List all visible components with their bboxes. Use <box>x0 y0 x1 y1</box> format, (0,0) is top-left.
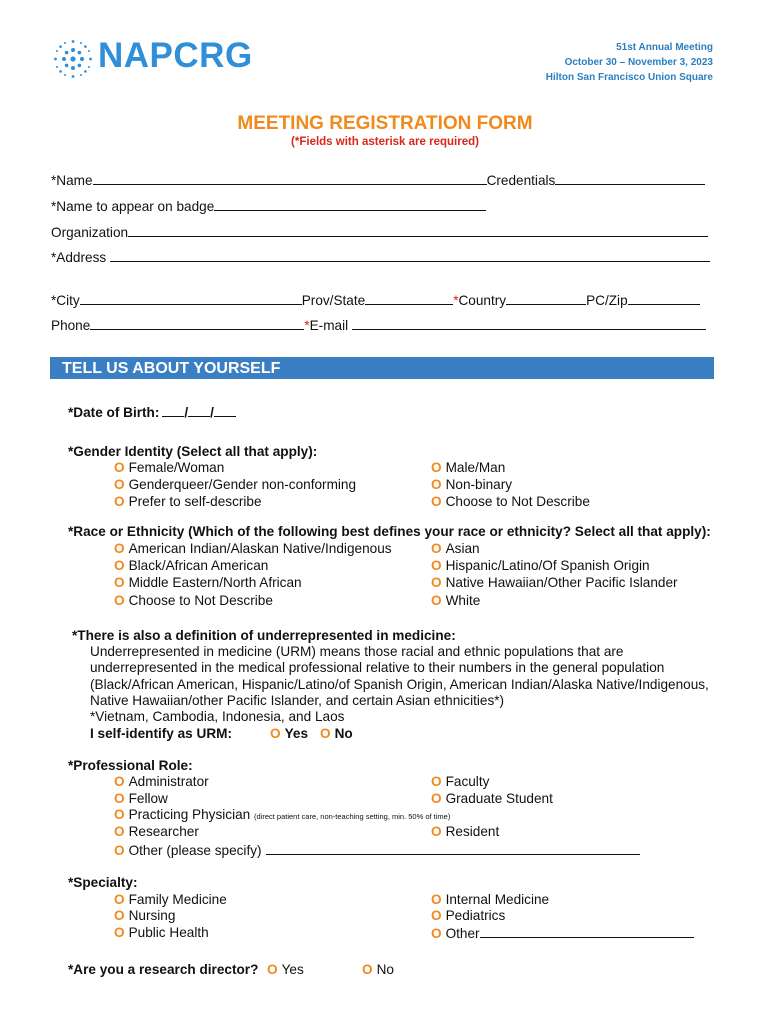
urm-label: *There is also a definition of underrepresented in medicine: <box>72 628 456 643</box>
city-field[interactable] <box>80 291 302 305</box>
radio-icon[interactable]: O <box>114 541 125 556</box>
option-label: Genderqueer/Gender non-conforming <box>128 477 357 492</box>
role-option[interactable] <box>114 773 209 790</box>
address-label: Address <box>56 250 107 265</box>
option-label: Choose to Not Describe <box>128 593 273 608</box>
section-banner <box>50 357 714 379</box>
race-option[interactable] <box>114 574 302 591</box>
specialty-option[interactable] <box>114 891 227 908</box>
radio-icon[interactable]: O <box>431 541 442 556</box>
radio-icon[interactable]: O <box>267 962 278 977</box>
gender-label: *Gender Identity (Select all that apply): <box>68 444 318 459</box>
radio-icon[interactable]: O <box>362 962 373 977</box>
radio-icon[interactable]: O <box>114 593 125 608</box>
race-option[interactable] <box>114 592 273 609</box>
role-option[interactable] <box>431 823 499 840</box>
option-label: Nursing <box>128 908 176 923</box>
option-label: Native Hawaiian/Other Pacific Islander <box>445 575 678 590</box>
radio-icon[interactable]: O <box>431 593 442 608</box>
gender-option[interactable] <box>431 493 590 510</box>
phone-row <box>51 316 706 334</box>
pc-label: PC/Zip <box>586 293 628 308</box>
gender-option[interactable] <box>114 459 224 476</box>
phone-field[interactable] <box>90 316 304 330</box>
pc-field[interactable] <box>628 291 700 305</box>
dob-slash: / <box>184 405 189 420</box>
option-label: Asian <box>445 541 480 556</box>
radio-icon[interactable]: O <box>431 494 442 509</box>
option-label: Graduate Student <box>445 791 553 806</box>
asterisk: * <box>51 199 57 214</box>
radio-icon[interactable]: O <box>114 791 125 806</box>
prov-field[interactable] <box>365 291 453 305</box>
prov-label: Prov/State <box>301 293 366 308</box>
option-label: Faculty <box>445 774 490 789</box>
email-label: E-mail <box>309 318 349 333</box>
specialty-option[interactable] <box>114 907 175 924</box>
country-field[interactable] <box>506 291 586 305</box>
radio-icon[interactable]: O <box>114 575 125 590</box>
address-row <box>51 248 710 266</box>
meeting-venue: Hilton San Francisco Union Square <box>545 72 713 83</box>
city-label: City <box>56 293 80 308</box>
option-label: Other <box>445 926 480 941</box>
name-label: Name <box>56 173 93 188</box>
radio-icon[interactable]: O <box>431 791 442 806</box>
option-label: Administrator <box>128 774 209 789</box>
urm-self-identify-label: I self-identify as URM: <box>90 726 232 741</box>
asterisk: * <box>51 293 57 308</box>
option-label: Other (please specify) <box>128 843 262 858</box>
radio-icon[interactable]: O <box>320 726 331 741</box>
organization-field[interactable] <box>128 223 708 237</box>
radio-icon[interactable]: O <box>114 807 125 822</box>
organization-label: Organization <box>51 225 129 240</box>
research-director-yes[interactable] <box>267 961 304 978</box>
role-other-field[interactable] <box>266 841 640 855</box>
radio-icon[interactable]: O <box>431 892 442 907</box>
country-label: Country <box>458 293 507 308</box>
radio-icon[interactable]: O <box>431 926 442 941</box>
urm-yes-option[interactable] <box>270 725 308 742</box>
dob-day-field[interactable] <box>188 403 210 417</box>
radio-icon[interactable]: O <box>114 843 125 858</box>
dob-year-field[interactable] <box>214 403 236 417</box>
option-label: Male/Man <box>445 460 506 475</box>
urm-text-line: *Vietnam, Cambodia, Indonesia, and Laos <box>90 709 345 724</box>
option-label: Pediatrics <box>445 908 506 923</box>
option-label: Public Health <box>128 925 209 940</box>
radio-icon[interactable]: O <box>114 460 125 475</box>
radio-icon[interactable]: O <box>431 824 442 839</box>
gender-option[interactable] <box>114 493 262 510</box>
option-label: Resident <box>445 824 500 839</box>
city-row <box>51 291 700 309</box>
badge-row <box>51 197 486 215</box>
option-label: Yes <box>281 962 304 977</box>
practicing-note: (direct patient care, non-teaching setting, min. 50% of time) <box>254 812 451 821</box>
option-label: No <box>376 962 394 977</box>
asterisk: * <box>304 318 310 333</box>
radio-icon[interactable]: O <box>114 494 125 509</box>
dob-row <box>68 403 236 421</box>
option-label: Practicing Physician <box>128 807 251 822</box>
radio-icon[interactable]: O <box>114 908 125 923</box>
gender-option[interactable] <box>114 476 356 493</box>
organization-row <box>51 223 708 241</box>
option-label: Non-binary <box>445 477 513 492</box>
role-option[interactable] <box>114 790 168 807</box>
option-label: Choose to Not Describe <box>445 494 590 509</box>
option-label: Prefer to self-describe <box>128 494 262 509</box>
phone-label: Phone <box>51 318 91 333</box>
radio-icon[interactable]: O <box>431 908 442 923</box>
role-option[interactable] <box>431 790 553 807</box>
race-option[interactable] <box>431 574 678 591</box>
race-option[interactable] <box>431 592 480 609</box>
dob-month-field[interactable] <box>162 403 184 417</box>
logo-wordmark: NAPCRG <box>98 36 253 75</box>
urm-text-line: Native Hawaiian/other Pacific Islander, and certain Asian ethnicities*) <box>90 693 505 708</box>
urm-no-option[interactable] <box>320 725 353 742</box>
asterisk: * <box>51 250 57 265</box>
radio-icon[interactable]: O <box>114 925 125 940</box>
name-row <box>51 171 705 189</box>
radio-icon[interactable]: O <box>431 477 442 492</box>
name-field[interactable] <box>93 171 487 185</box>
option-label: Female/Woman <box>128 460 225 475</box>
role-option[interactable] <box>114 823 199 840</box>
option-label: No <box>334 726 353 741</box>
specialty-option[interactable] <box>431 924 694 942</box>
radio-icon[interactable]: O <box>114 477 125 492</box>
race-option[interactable] <box>114 540 392 557</box>
radio-icon[interactable]: O <box>114 892 125 907</box>
specialty-option[interactable] <box>114 924 209 941</box>
asterisk: * <box>453 293 459 308</box>
radio-icon[interactable]: O <box>431 575 442 590</box>
urm-text-line: underrepresented in the medical professional relative to their numbers in the general population <box>90 660 665 675</box>
asterisk: * <box>51 173 57 188</box>
dob-label: *Date of Birth: <box>68 405 160 420</box>
option-label: Internal Medicine <box>445 892 550 907</box>
email-field[interactable] <box>352 316 706 330</box>
race-option[interactable] <box>114 557 268 574</box>
radio-icon[interactable]: O <box>270 726 281 741</box>
radio-icon[interactable]: O <box>114 558 125 573</box>
option-label: American Indian/Alaskan Native/Indigenous <box>128 541 392 556</box>
radio-icon[interactable]: O <box>431 774 442 789</box>
option-label: Black/African American <box>128 558 269 573</box>
address-field[interactable] <box>110 248 710 262</box>
radio-icon[interactable]: O <box>431 460 442 475</box>
option-label: Yes <box>284 726 309 741</box>
badge-name-field[interactable] <box>214 197 486 211</box>
radio-icon[interactable]: O <box>114 774 125 789</box>
role-option[interactable] <box>431 773 489 790</box>
napcrg-logo <box>52 38 94 80</box>
race-option[interactable] <box>431 557 650 574</box>
race-option[interactable] <box>431 540 480 557</box>
option-label: White <box>445 593 481 608</box>
form-title: MEETING REGISTRATION FORM <box>237 113 533 134</box>
specialty-option[interactable] <box>431 891 549 908</box>
credentials-label: Credentials <box>486 173 556 188</box>
research-director-label: *Are you a research director? <box>68 962 259 977</box>
option-label: Middle Eastern/North African <box>128 575 302 590</box>
option-label: Fellow <box>128 791 168 806</box>
urm-text-line: (Black/African American, Hispanic/Latino/of Spanish Origin, American Indian/Alaska Native/Indigenous, <box>90 677 709 692</box>
meeting-title: 51st Annual Meeting <box>616 42 713 53</box>
gender-option[interactable] <box>431 459 505 476</box>
role-option[interactable] <box>114 841 640 859</box>
dob-slash: / <box>210 405 214 420</box>
credentials-field[interactable] <box>555 171 705 185</box>
option-label: Researcher <box>128 824 199 839</box>
specialty-label: *Specialty: <box>68 875 138 890</box>
option-label: Hispanic/Latino/Of Spanish Origin <box>445 558 650 573</box>
badge-label: Name to appear on badge <box>56 199 215 214</box>
research-director-no[interactable] <box>362 961 394 978</box>
meeting-dates: October 30 – November 3, 2023 <box>564 57 713 68</box>
specialty-option[interactable] <box>431 907 505 924</box>
race-label: *Race or Ethnicity (Which of the following best defines your race or ethnicity? Select all that apply): <box>68 524 711 539</box>
specialty-other-field[interactable] <box>480 924 694 938</box>
required-note: (*Fields with asterisk are required) <box>291 136 479 148</box>
radio-icon[interactable]: O <box>114 824 125 839</box>
radio-icon[interactable]: O <box>431 558 442 573</box>
logo-dots-icon <box>52 38 94 80</box>
section-title: TELL US ABOUT YOURSELF <box>62 360 281 377</box>
gender-option[interactable] <box>431 476 512 493</box>
role-label: *Professional Role: <box>68 758 193 773</box>
urm-text-line: Underrepresented in medicine (URM) means those racial and ethnic populations that are <box>90 644 624 659</box>
option-label: Family Medicine <box>128 892 227 907</box>
